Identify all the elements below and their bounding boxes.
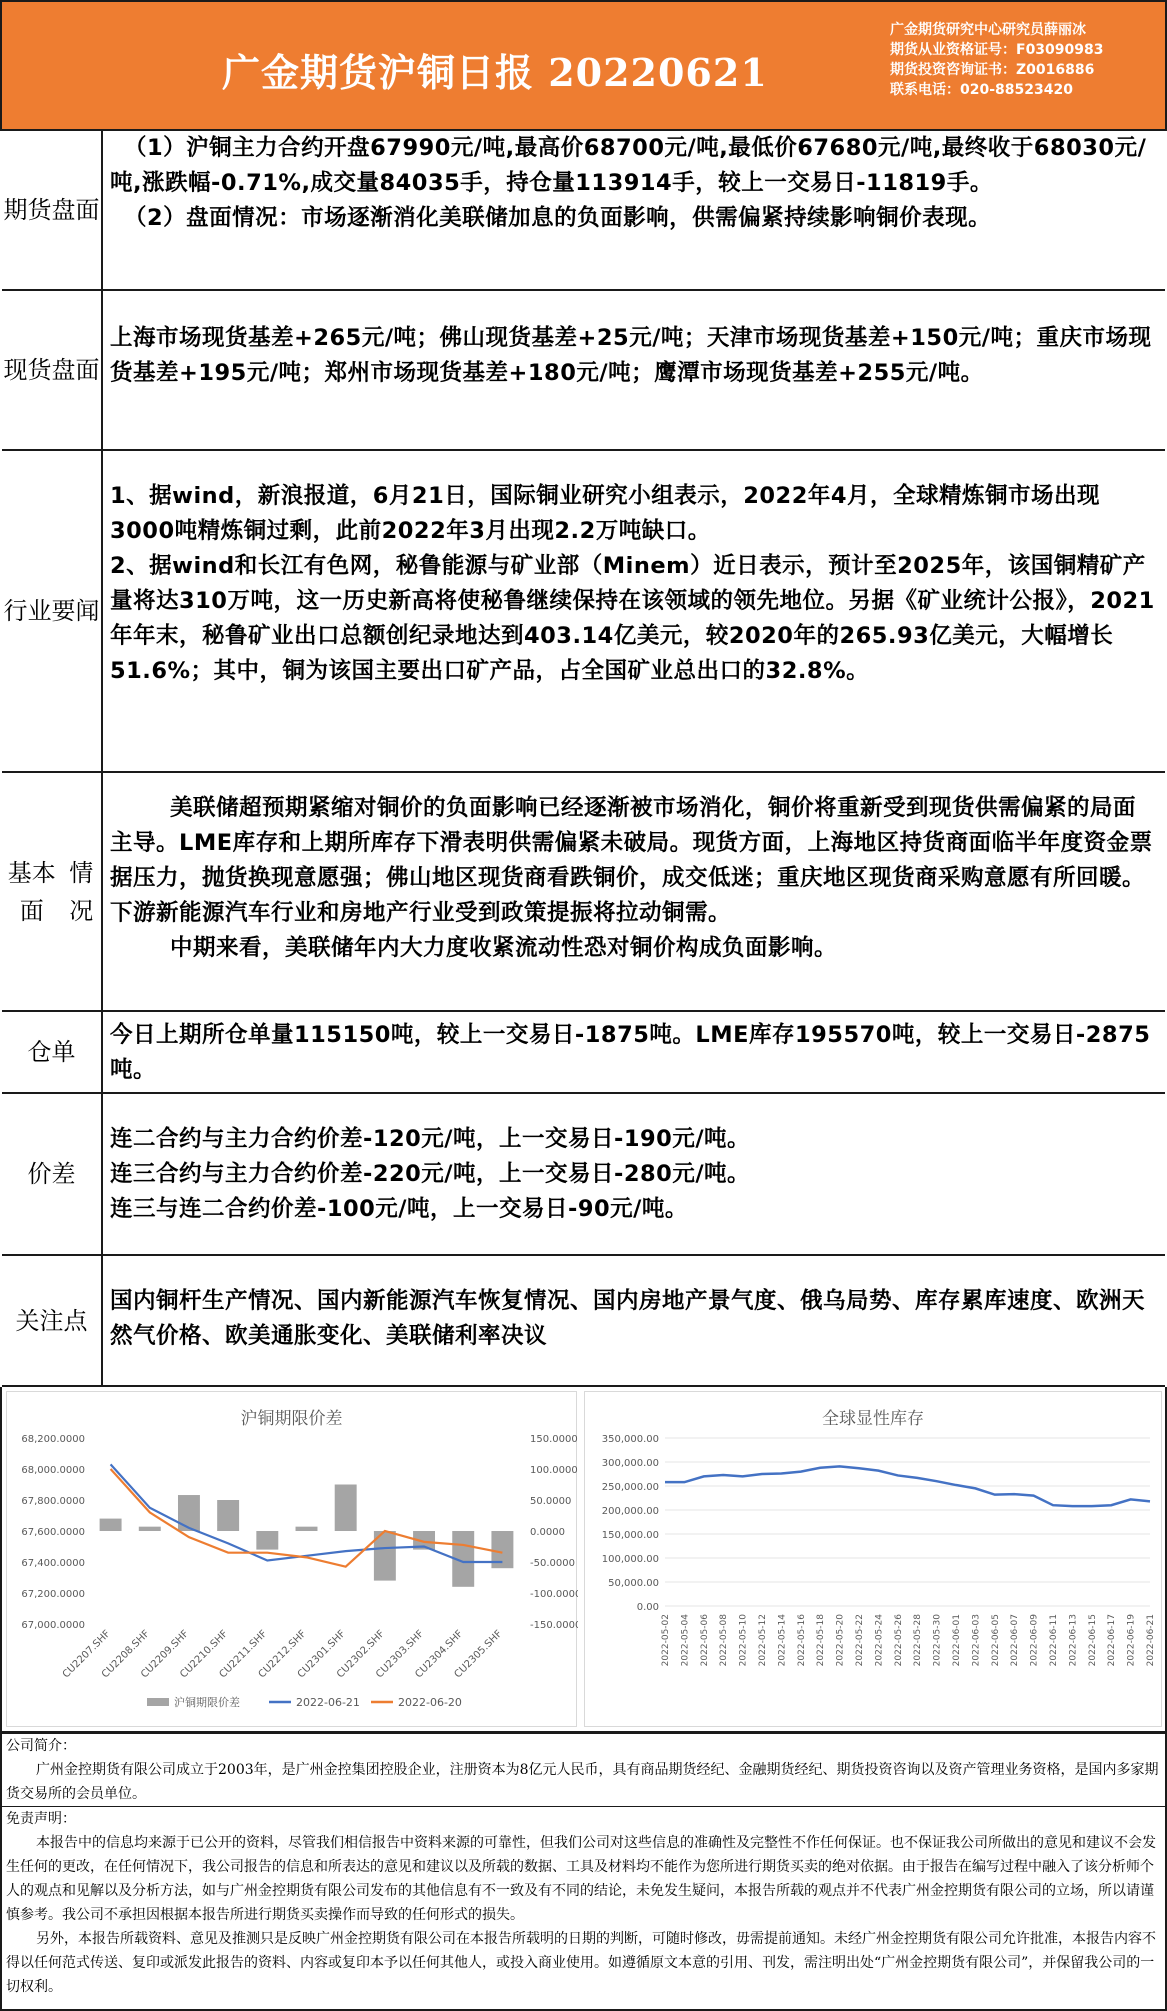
x-tick-label: CU2207.SHF: [60, 1628, 113, 1681]
x-tick-label: 2022-06-13: [1068, 1614, 1079, 1667]
x-tick-label: 2022-05-18: [816, 1614, 827, 1667]
y-tick-label: 100,000.00: [601, 1554, 659, 1565]
text-line: 价差: [27, 1160, 76, 1188]
x-tick-label: 2022-06-15: [1087, 1614, 1098, 1667]
text-line: 连二合约与主力合约价差-120元/吨，上一交易日-190元/吨。: [110, 1126, 751, 1152]
x-tick-label: 2022-05-06: [699, 1614, 710, 1667]
legend-label: 2022-06-21: [296, 1696, 360, 1709]
spread-bar: [178, 1495, 200, 1531]
section-label: [2, 1094, 103, 1254]
y-left-tick-label: 67,400.0000: [21, 1558, 85, 1569]
text-line: 行业: [3, 597, 52, 625]
y-right-tick-label: 100.0000: [530, 1465, 578, 1476]
x-tick-label: 2022-05-04: [680, 1614, 691, 1667]
section-content: [110, 1284, 1158, 1354]
y-left-tick-label: 67,600.0000: [21, 1527, 85, 1538]
text-line: 上海市场现货基差+265元/吨；佛山现货基差+25元/吨；天津市场现货基差+150元/吨；重庆市场现货基差+195元/吨；郑州市场现货基差+180元/吨；鹰潭市场现货基差+255元/吨。: [110, 325, 1152, 386]
text-line: 国内铜杆生产情况、国内新能源汽车恢复情况、国内房地产景气度、俄乌局势、库存累库速度、欧洲天然气价格、欧美通胀变化、美联储利率决议: [110, 1288, 1146, 1349]
chart-title: 沪铜期限价差: [240, 1409, 343, 1429]
text-line: 盘面: [51, 196, 100, 224]
qualification-number: 期货从业资格证号：F03090983: [890, 42, 1104, 58]
spread-bar: [100, 1519, 122, 1531]
y-tick-label: 150,000.00: [601, 1530, 659, 1541]
text-line: 关注点: [15, 1306, 88, 1335]
disclaimer-title: 免责声明：: [6, 1811, 76, 1827]
x-tick-label: 2022-05-30: [932, 1614, 943, 1667]
y-right-tick-label: -150.0000: [530, 1620, 578, 1631]
report-footer: [0, 1733, 1167, 2011]
text-line: 2、据wind和长江有色网，秘鲁能源与矿业部（Minem）近日表示，预计至2025年，该国铜精矿产量将达310万吨，这一历史新高将使秘鲁继续保持在该领域的领先地位。另据《矿业统计公报》，2021年年末，秘鲁矿业出口总额创纪录地达到403.14亿美元，较2020年的265.93亿美元，大幅增长51.6%；其中，铜为该国主要出口矿产品，占全国矿业总出口的32.8%。: [110, 553, 1155, 684]
company-intro-text: 广州金控期货有限公司成立于2003年，是广州金控集团控股企业，注册资本为8亿元人民币，具有商品期货经纪、金融期货经纪、期货投资咨询以及资产管理业务资格，是国内多家期货交易所的会员单位。: [6, 1762, 1159, 1802]
section-label: [2, 773, 103, 1010]
text-line: 美联储超预期紧缩对铜价的负面影响已经逐渐被市场消化，铜价将重新受到现货供需偏紧的局面主导。LME库存和上期所库存下滑表明供需偏紧未破局。现货方面，上海地区持货商面临半年度资金票据压力，抛货换现意愿强；佛山地区现货商看跌铜价，成交低迷；重庆地区现货商采购意愿有所回暖。下游新能源汽车行业和房地产行业受到政策提振将拉动铜需。: [110, 795, 1153, 926]
x-tick-label: CU2209.SHF: [139, 1628, 192, 1681]
x-tick-label: 2022-05-10: [738, 1614, 749, 1667]
analyst-info: [890, 20, 1104, 100]
section-news: [2, 451, 1165, 773]
x-tick-label: 2022-06-21: [1146, 1614, 1156, 1667]
section-futures: [2, 131, 1165, 291]
section-content: [110, 479, 1158, 689]
legend-label: 2022-06-20: [398, 1696, 462, 1709]
x-tick-label: 2022-06-01: [952, 1614, 962, 1667]
section-warehouse: [2, 1012, 1165, 1094]
x-tick-label: CU2305.SHF: [452, 1628, 505, 1681]
y-tick-label: 50,000.00: [608, 1578, 659, 1589]
x-tick-label: 2022-05-02: [661, 1614, 671, 1667]
x-tick-label: 2022-06-11: [1049, 1614, 1059, 1667]
x-tick-label: 2022-05-14: [777, 1614, 788, 1667]
text-line: 期货: [3, 196, 52, 224]
spread-bar: [139, 1527, 161, 1531]
section-label: [2, 1012, 103, 1092]
y-left-tick-label: 67,200.0000: [21, 1589, 85, 1600]
y-right-tick-label: -100.0000: [530, 1589, 578, 1600]
section-content: [110, 321, 1158, 391]
x-tick-label: CU2302.SHF: [334, 1628, 387, 1681]
x-tick-label: 2022-05-22: [855, 1614, 865, 1667]
x-tick-label: 2022-05-16: [796, 1614, 807, 1667]
y-right-tick-label: 150.0000: [530, 1434, 578, 1445]
text-line: 现货: [3, 356, 52, 384]
x-tick-label: CU2212.SHF: [256, 1628, 309, 1681]
text-line: （2）盘面情况：市场逐渐消化美联储加息的负面影响，供需偏紧持续影响铜价表现。: [124, 205, 992, 231]
y-tick-label: 350,000.00: [601, 1434, 659, 1445]
y-tick-label: 300,000.00: [601, 1458, 659, 1469]
report-header: [0, 0, 1167, 131]
x-tick-label: CU2304.SHF: [413, 1628, 466, 1681]
x-tick-label: CU2303.SHF: [374, 1628, 427, 1681]
spread-chart: [6, 1391, 577, 1727]
text-line: 连三与连二合约价差-100元/吨，上一交易日-90元/吨。: [110, 1196, 688, 1222]
text-line: 要闻: [51, 597, 100, 625]
report-title: 广金期货沪铜日报 20220621: [222, 50, 768, 95]
x-tick-label: CU2211.SHF: [217, 1628, 270, 1681]
x-tick-label: CU2301.SHF: [295, 1628, 348, 1681]
spread-bar: [217, 1500, 239, 1531]
inventory-chart: [584, 1391, 1162, 1727]
chart-title: 全球显性库存: [822, 1409, 924, 1429]
company-intro-title: 公司简介：: [6, 1738, 76, 1754]
section-focus: [2, 1256, 1165, 1387]
y-right-tick-label: 0.0000: [530, 1527, 565, 1538]
disclaimer-text-1: 本报告中的信息均来源于已公开的资料，尽管我们相信报告中资料来源的可靠性，但我们公司对这些信息的准确性及完整性不作任何保证。也不保证我公司所做出的意见和建议不会发生任何的更改，在任何情况下，我公司报告的信息和所表达的意见和建议以及所载的数据、工具及材料均不能作为您所进行期货买卖的绝对依据。由于报告在编写过程中融入了该分析师个人的观点和见解以及分析方法，如与广州金控期货有限公司发布的其他信息有不一致及有不同的结论，未免发生疑问，本报告所载的观点并不代表广州金控期货有限公司的立场，所以请谨慎参考。我公司不承担因根据本报告所进行期货买卖操作而导致的任何形式的损失。: [6, 1835, 1156, 1923]
text-line: 盘面: [51, 356, 100, 384]
x-tick-label: 2022-06-03: [971, 1614, 982, 1667]
x-tick-label: 2022-06-05: [990, 1614, 1001, 1667]
text-line: 连三合约与主力合约价差-220元/吨，上一交易日-280元/吨。: [110, 1161, 751, 1187]
disclaimer-text-2: 另外，本报告所载资料、意见及推测只是反映广州金控期货有限公司在本报告所载明的日期的判断，可随时修改，毋需提前通知。未经广州金控期货有限公司允许批准，本报告内容不得以任何范式传送、复印或派发此报告的资料、内容或复印本予以任何其他人，或投入商业使用。如遵循原文本意的引用、刊发，需注明出处“广州金控期货有限公司”，并保留我公司的一切权利。: [6, 1931, 1156, 1995]
x-tick-label: 2022-06-17: [1107, 1614, 1118, 1667]
section-spot: [2, 291, 1165, 451]
y-left-tick-label: 67,800.0000: [21, 1496, 85, 1507]
series-line: [111, 1464, 503, 1562]
contact-phone: 联系电话：020-88523420: [890, 82, 1073, 98]
consulting-number: 期货投资咨询证书：Z0016886: [890, 62, 1095, 78]
y-left-tick-label: 68,200.0000: [21, 1434, 85, 1445]
x-tick-label: 2022-06-07: [1010, 1614, 1021, 1667]
x-tick-label: 2022-05-28: [913, 1614, 924, 1667]
section-label: [2, 131, 103, 289]
text-line: （1）沪铜主力合约开盘67990元/吨,最高价68700元/吨,最低价67680元/吨,最终收于68030元/吨,涨跌幅-0.71%,成交量84035手，持仓量113914手，较上一交易日-11819手。: [110, 135, 1147, 196]
legend-label: 沪铜期限价差: [174, 1696, 240, 1709]
y-tick-label: 250,000.00: [601, 1482, 659, 1493]
x-tick-label: 2022-06-19: [1126, 1614, 1137, 1667]
x-tick-label: CU2208.SHF: [99, 1628, 152, 1681]
x-tick-label: 2022-05-26: [893, 1614, 904, 1667]
x-tick-label: 2022-05-24: [874, 1614, 885, 1667]
inventory-chart-svg: [585, 1392, 1163, 1728]
x-tick-label: 2022-05-08: [719, 1614, 730, 1667]
section-label: [2, 291, 103, 449]
y-right-tick-label: 50.0000: [530, 1496, 572, 1507]
x-tick-label: 2022-06-09: [1029, 1614, 1040, 1667]
text-line: 基本面: [7, 858, 56, 925]
spread-bar: [335, 1485, 357, 1532]
spread-bar: [256, 1531, 278, 1550]
analyst-name: 广金期货研究中心研究员薛丽冰: [890, 22, 1086, 38]
legend-swatch: [147, 1698, 169, 1706]
section-content: [110, 1122, 1158, 1227]
y-left-tick-label: 67,000.0000: [21, 1620, 85, 1631]
x-tick-label: 2022-05-12: [758, 1614, 768, 1667]
y-right-tick-label: -50.0000: [530, 1558, 575, 1569]
text-line: 今日上期所仓单量115150吨，较上一交易日-1875吨。LME库存195570吨，较上一交易日-2875吨。: [110, 1022, 1151, 1083]
section-label: [2, 1256, 103, 1385]
x-tick-label: CU2210.SHF: [178, 1628, 231, 1681]
section-fundamentals: [2, 773, 1165, 1012]
charts-area: [0, 1387, 1167, 1733]
section-content: [110, 791, 1158, 966]
spread-bar: [296, 1527, 318, 1531]
text-line: 1、据wind，新浪报道，6月21日，国际铜业研究小组表示，2022年4月，全球精炼铜市场出现3000吨精炼铜过剩，此前2022年3月出现2.2万吨缺口。: [110, 483, 1101, 544]
y-left-tick-label: 68,000.0000: [21, 1465, 85, 1476]
text-line: 情况: [69, 858, 94, 925]
text-line: 仓单: [27, 1038, 76, 1066]
spread-chart-svg: [7, 1392, 578, 1728]
text-line: 中期来看，美联储年内大力度收紧流动性恐对铜价构成负面影响。: [170, 935, 838, 961]
section-content: [110, 131, 1158, 236]
section-content: [110, 1018, 1158, 1088]
section-label: [2, 451, 103, 771]
x-tick-label: 2022-05-20: [835, 1614, 846, 1667]
y-tick-label: 200,000.00: [601, 1506, 659, 1517]
y-tick-label: 0.00: [636, 1602, 659, 1613]
section-spread: [2, 1094, 1165, 1256]
